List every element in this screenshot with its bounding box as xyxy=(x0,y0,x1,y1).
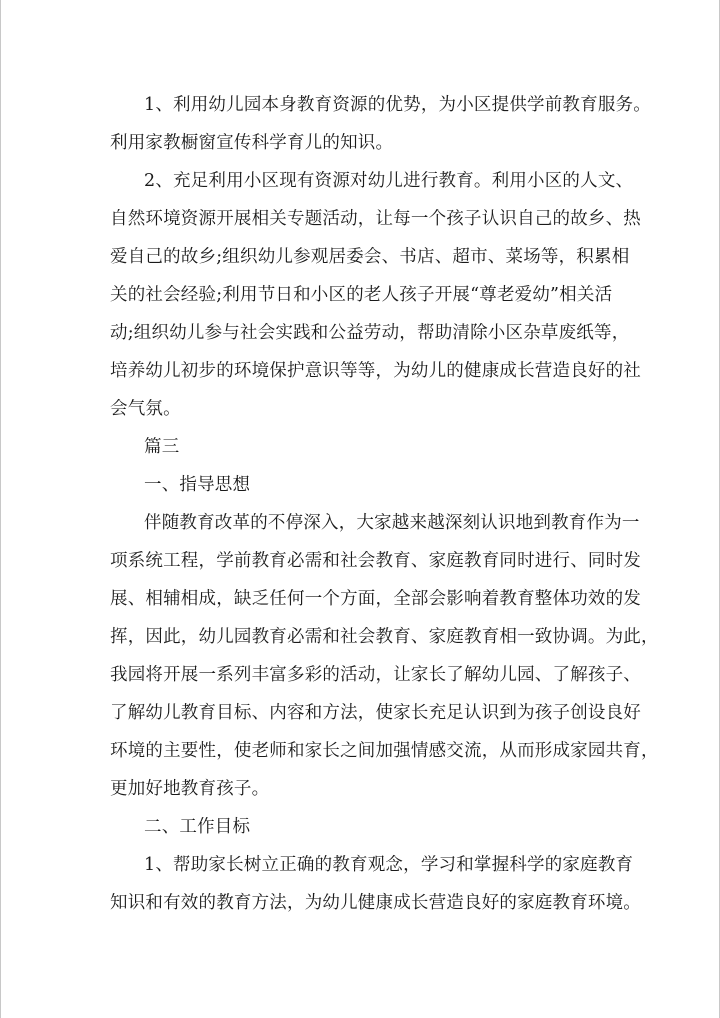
paragraph-2-line-7: 会气氛。 xyxy=(110,399,181,419)
paragraph-4-line-2: 知识和有效的教育方法，为幼儿健康成长营造良好的家庭教育环境。 xyxy=(110,893,641,913)
section-heading-pian-san: 篇三 xyxy=(144,437,180,457)
paragraph-3-line-7: 环境的主要性，使老师和家长之间加强情感交流，从而形成家园共育， xyxy=(110,741,659,761)
paragraph-2-line-3: 爱自己的故乡;组织幼儿参观居委会、书店、超市、菜场等，积累相 xyxy=(110,247,630,267)
paragraph-2-line-6: 培养幼儿初步的环境保护意识等等，为幼儿的健康成长营造良好的社 xyxy=(110,361,641,381)
paragraph-4-line-1: 1、帮助家长树立正确的教育观念，学习和掌握科学的家庭教育 xyxy=(144,855,634,875)
heading-work-goals: 二、工作目标 xyxy=(144,817,251,837)
paragraph-2-line-4: 关的社会经验;利用节日和小区的老人孩子开展“尊老爱幼”相关活 xyxy=(110,285,613,305)
paragraph-3-line-6: 了解幼儿教育目标、内容和方法，使家长充足认识到为孩子创设良好 xyxy=(110,703,641,723)
paragraph-3-line-3: 展、相辅相成，缺乏任何一个方面，全部会影响着教育整体功效的发 xyxy=(110,589,641,609)
paragraph-1-line-2: 利用家教橱窗宣传科学育儿的知识。 xyxy=(110,133,394,153)
paragraph-1-line-1: 1、利用幼儿园本身教育资源的优势，为小区提供学前教育服务。 xyxy=(144,95,651,115)
paragraph-2-line-1: 2、充足利用小区现有资源对幼儿进行教育。利用小区的人文、 xyxy=(144,171,634,191)
document-body xyxy=(110,86,659,922)
paragraph-3-line-1: 伴随教育改革的不停深入，大家越来越深刻认识地到教育作为一 xyxy=(144,513,640,533)
paragraph-2-line-5: 动;组织幼儿参与社会实践和公益劳动，帮助清除小区杂草废纸等， xyxy=(110,323,630,343)
paragraph-3-line-2: 项系统工程，学前教育必需和社会教育、家庭教育同时进行、同时发 xyxy=(110,551,641,571)
paragraph-3-line-5: 我园将开展一系列丰富多彩的活动，让家长了解幼儿园、了解孩子、 xyxy=(110,665,641,685)
paragraph-3-line-4: 挥，因此，幼儿园教育必需和社会教育、家庭教育相一致协调。为此， xyxy=(110,627,659,647)
heading-guiding-thought: 一、指导思想 xyxy=(144,475,251,495)
paragraph-2-line-2: 自然环境资源开展相关专题活动，让每一个孩子认识自己的故乡、热 xyxy=(110,209,641,229)
page-border-left xyxy=(0,0,1,1018)
paragraph-3-line-8: 更加好地教育孩子。 xyxy=(110,779,270,799)
